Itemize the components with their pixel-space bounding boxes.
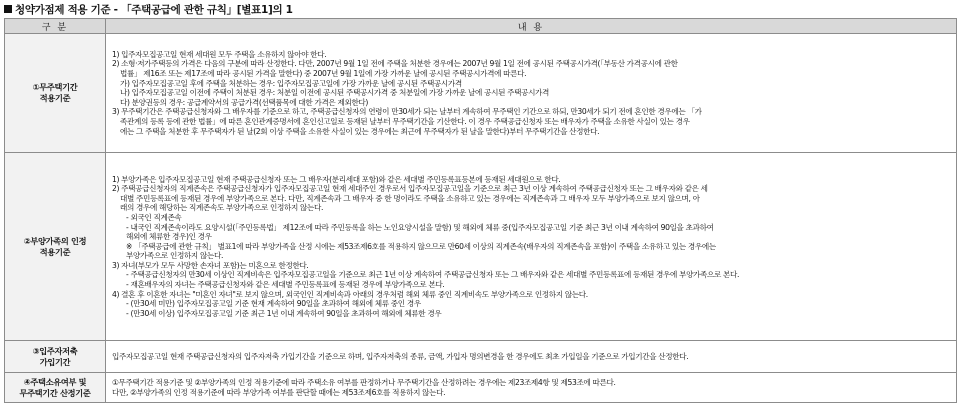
content-line: - 내국인 직계존속이라도 요양시설(「주민등록법」 제12조에 따라 주민등록을 하는 노인요양시설을 말함) 및 해외에 체류 중(입주자모집공고일 기준 최근 3년 이내 계속하여 90일을 초과하여 <box>126 222 714 232</box>
row-label: ①무주택기간 적용기준 <box>5 34 106 153</box>
table-header-row <box>5 19 957 34</box>
table-row <box>5 153 957 341</box>
criteria-table <box>4 18 957 403</box>
content-line: 족관계의 등록 등에 관한 법률」에 따른 혼인관계증명서에 혼인신고일로 등재된 날부터 무주택기간을 기산한다. 이 경우 주택공급신청자 또는 배우자가 주택을 소유한 사실이 있는 경우 <box>120 116 690 126</box>
content-line: ①무주택기간 적용기준 및 ②부양가족의 인정 적용기준에 따라 주택소유 여부를 판정하거나 무주택기간을 산정하려는 경우에는 제23조제4항 및 제53조에 따른다. <box>112 377 616 387</box>
row-label: ③입주자저축 가입기간 <box>5 341 106 373</box>
row-content <box>106 153 957 341</box>
content-line: 부양가족으로 인정하지 않는다. <box>126 251 224 261</box>
content-line: - (만30세 이상) 입주자모집공고일 기준 최근 1년 이내 계속하여 90일을 초과하여 해외에 체류한 경우 <box>126 308 442 318</box>
content-line: 입주자모집공고일 현재 주택공급신청자의 입주자저축 가입기간을 기준으로 하며, 입주자저축의 종류, 금액, 가입자 명의변경을 한 경우에도 최초 가입일을 기준으로 가입기간을 산정한다. <box>112 351 689 361</box>
square-bullet-icon <box>4 5 12 13</box>
content-line: 4) 결혼 후 이혼한 자녀는 "미혼인 자녀"로 보지 않으며, 외국인인 직계비속과 아래의 경우처럼 해외 체류 중인 직계비속도 부양가족으로 인정하지 않는다. <box>112 289 588 299</box>
content-line: 해외에 체류한 경우)인 경우 <box>126 232 212 242</box>
row-content <box>106 373 957 403</box>
row-content <box>106 34 957 153</box>
content-line: 나) 입주자모집공고일 이전에 주택이 처분된 경우: 처분일 이전에 공시된 주택공시가격 중 처분일에 가장 가까운 날에 공시된 주택공시가격 <box>120 88 550 98</box>
content-line: 에는 그 주택을 처분한 후 무주택자가 된 날(2회 이상 주택을 소유한 사실이 있는 경우에는 최근에 무주택자가 된 날을 말한다)부터 무주택기간을 산정한다. <box>120 126 600 136</box>
row-label: ②부양가족의 인정 적용기준 <box>5 153 106 341</box>
content-line: 법률」 제16조 또는 제17조에 따라 공시된 가격을 말한다) 중 2007년 9월 1일에 가장 가까운 날에 공시된 주택공시가격에 따른다. <box>120 69 527 79</box>
table-row <box>5 34 957 153</box>
content-line: 2) 주택공급신청자의 직계존속은 주택공급신청자가 입주자모집공고일 현재 세대주인 경우로서 입주자모집공고일을 기준으로 최근 3년 이상 계속하여 주택공급신청자 또는 그 배우자와 같은 세 <box>112 184 708 194</box>
header-content: 내 용 <box>106 19 957 34</box>
row-label: ④주택소유여부 및 무주택기간 산정기준 <box>5 373 106 403</box>
content-line: 래의 경우에 해당하는 직계존속도 부양가족으로 인정하지 않는다. <box>120 203 324 213</box>
table-row <box>5 373 957 403</box>
content-line: 다) 분양권등의 경우: 공급계약서의 공급가격(선택품목에 대한 가격은 제외한다) <box>120 97 369 107</box>
content-line: - 외국인 직계존속 <box>126 212 182 222</box>
content-line: 1) 입주자모집공고일 현재 세대원 모두 주택을 소유하지 않아야 한다. <box>112 49 327 59</box>
content-line: 2) 소형·저가주택등의 가격은 다음의 구분에 따라 산정한다. 다만, 2007년 9월 1일 전에 주택을 처분한 경우에는 2007년 9월 1일 전에 공시된 주택공시가격(「부동산 가격공시에 관한 <box>112 59 678 69</box>
header-category: 구 분 <box>5 19 106 34</box>
content-line: 1) 부양가족은 입주자모집공고일 현재 주택공급신청자 또는 그 배우자(분리세대 포함)와 같은 세대별 주민등록표등본에 등재된 세대원으로 한다. <box>112 174 561 184</box>
content-line: 3) 자녀(부모가 모두 사망한 손자녀 포함)는 미혼으로 한정한다. <box>112 260 309 270</box>
content-line: 3) 무주택기간은 주택공급신청자와 그 배우자를 기준으로 하고, 주택공급신청자의 연령이 만30세가 되는 날부터 계속하여 무주택인 기간으로 하되, 만30세가 되기 전에 혼인한 경우에는 「가 <box>112 107 702 117</box>
content-line: ※ 「주택공급에 관한 규칙」 별표1에 따라 부양가족을 산정 시에는 제53조제6호를 적용하지 않으므로 만60세 이상의 직계존속(배우자의 직계존속을 포함)이 주택을 소유하고 있는 경우에는 <box>126 241 716 251</box>
page-title <box>4 2 293 17</box>
content-line: - 주택공급신청자의 만30세 이상인 직계비속은 입주자모집공고일을 기준으로 최근 1년 이상 계속하여 주택공급신청자 또는 그 배우자와 같은 세대별 주민등록표에 등재된 경우에 부양가족으로 본다. <box>126 270 740 280</box>
row-content <box>106 341 957 373</box>
page-title-text: 청약가점제 적용 기준 - 「주택공급에 관한 규칙」[별표1]의 1 <box>15 4 293 16</box>
content-line: 다만, ②부양가족의 인정 적용기준에 따라 부양가족 여부를 판단할 때에는 제53조제6호를 적용하지 않는다. <box>112 387 446 397</box>
table-row <box>5 341 957 373</box>
content-line: 대별 주민등록표에 등재된 경우에 부양가족으로 본다. 다만, 직계존속과 그 배우자 중 한 명이라도 주택을 소유하고 있는 경우에는 직계존속과 그 배우자 모두 부양가족으로 보지 않으며, 아 <box>120 193 700 203</box>
content-line: 가) 입주자모집공고일 후에 주택을 처분하는 경우: 입주자모집공고일에 가장 가까운 날에 공시된 주택공시가격 <box>120 78 462 88</box>
content-line: - 재혼배우자의 자녀는 주택공급신청자와 같은 세대별 주민등록표에 등재된 경우에 부양가족으로 본다. <box>126 280 445 290</box>
content-line: - (만30세 미만) 입주자모집공고일 기준 현재 계속하여 90일을 초과하여 해외에 체류 중인 경우 <box>126 299 421 309</box>
